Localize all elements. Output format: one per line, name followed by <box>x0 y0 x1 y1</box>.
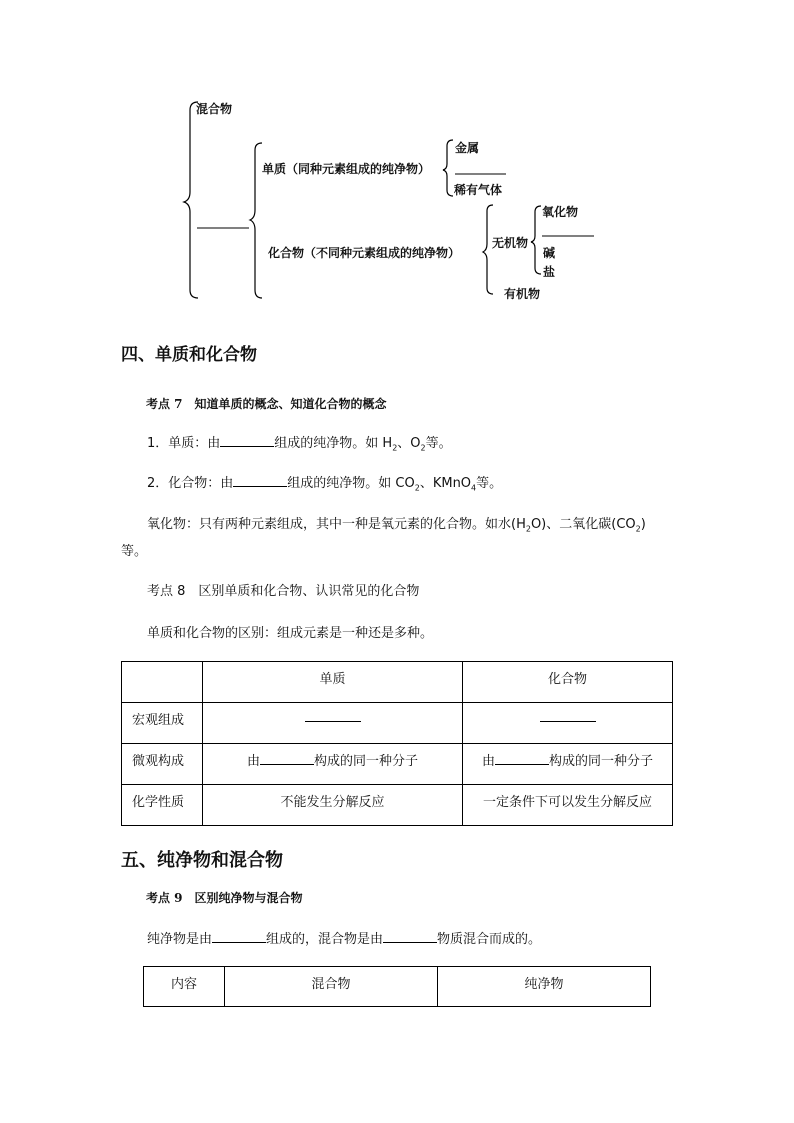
item2-tail1: 、KMnO <box>419 476 472 491</box>
tree-compound: 化合物（不同种元素组成的纯净物） <box>268 246 461 260</box>
table-row <box>122 703 673 744</box>
item2-prefix: 2．化合物：由 <box>147 476 234 491</box>
oxide-line1b: O)、二氧化碳(CO <box>530 517 636 532</box>
table-header-empty <box>122 662 203 703</box>
blank-item2[interactable] <box>233 474 287 487</box>
sub-2a: 2 <box>392 443 398 453</box>
item2-line <box>147 472 502 493</box>
item1-suffix: 组成的纯净物。如 H <box>274 436 393 451</box>
blank-mixture[interactable] <box>383 930 437 943</box>
blank-micro-element[interactable] <box>260 752 314 765</box>
tree-oxide: 氧化物 <box>542 205 579 219</box>
tree-organic: 有机物 <box>504 287 541 301</box>
micro-prefix: 由 <box>481 754 495 769</box>
kaodian8-heading: 考点 8 区别单质和化合物、认识常见的化合物 <box>147 584 420 599</box>
item2-tail2: 等。 <box>476 476 503 491</box>
row-label-chem: 化学性质 <box>122 785 203 826</box>
cell-macro-element <box>203 703 463 744</box>
sub-2c: 2 <box>414 483 420 493</box>
sub-2e: 2 <box>635 524 641 534</box>
blank-macro-compound[interactable] <box>540 709 596 722</box>
brace-main <box>184 102 198 298</box>
item2-suffix: 组成的纯净物。如 CO <box>287 476 415 491</box>
micro-prefix: 由 <box>246 754 260 769</box>
table-row <box>122 785 673 826</box>
pure-prefix: 纯净物是由 <box>147 932 213 947</box>
table-header-row <box>144 967 651 1007</box>
pure-mixture-line <box>147 928 541 947</box>
cell-chem-compound: 一定条件下可以发生分解反应 <box>463 785 673 826</box>
cell-chem-element: 不能发生分解反应 <box>203 785 463 826</box>
table2-header-content: 内容 <box>144 967 225 1007</box>
item1-line <box>147 432 452 453</box>
tree-salt: 盐 <box>543 265 556 279</box>
table2-header-mixture: 混合物 <box>225 967 438 1007</box>
oxide-definition <box>147 513 646 534</box>
pure-mixture-table <box>143 966 651 1007</box>
cell-macro-compound <box>463 703 673 744</box>
sub-4: 4 <box>471 483 477 493</box>
table-header-row <box>122 662 673 703</box>
blank-pure[interactable] <box>212 930 266 943</box>
sub-2b: 2 <box>420 443 426 453</box>
tree-metal: 金属 <box>455 141 480 155</box>
oxide-line1a: 氧化物：只有两种元素组成，其中一种是氧元素的化合物。如水(H <box>147 517 526 532</box>
brace-pure <box>250 143 262 298</box>
table-header-element: 单质 <box>203 662 463 703</box>
tree-noble-gas: 稀有气体 <box>454 183 503 197</box>
diff-text: 单质和化合物的区别：组成元素是一种还是多种。 <box>147 626 434 641</box>
micro-suffix: 构成的同一种分子 <box>549 754 654 769</box>
tree-mixture: 混合物 <box>196 102 233 116</box>
sub-2d: 2 <box>525 524 531 534</box>
oxide-line1c: ) <box>640 517 646 532</box>
item1-tail1: 、O <box>397 436 421 451</box>
tree-inorganic: 无机物 <box>492 236 529 250</box>
blank-item1[interactable] <box>220 434 274 447</box>
tree-element: 单质（同种元素组成的纯净物） <box>262 162 431 176</box>
kaodian7-heading: 考点 7 知道单质的概念、知道化合物的概念 <box>146 397 387 411</box>
blank-micro-compound[interactable] <box>495 752 549 765</box>
blank-macro-element[interactable] <box>305 709 361 722</box>
table2-header-pure: 纯净物 <box>438 967 651 1007</box>
section5-heading: 五、纯净物和混合物 <box>121 850 283 871</box>
table-header-compound: 化合物 <box>463 662 673 703</box>
row-label-macro: 宏观组成 <box>122 703 203 744</box>
table-row <box>122 744 673 785</box>
comparison-table <box>121 661 673 826</box>
cell-micro-compound <box>463 744 673 785</box>
row-label-micro: 微观构成 <box>122 744 203 785</box>
section4-heading: 四、单质和化合物 <box>121 345 257 365</box>
tree-base: 碱 <box>543 246 556 260</box>
pure-mid: 组成的，混合物是由 <box>266 932 384 947</box>
cell-micro-element <box>203 744 463 785</box>
oxide-line2: 等。 <box>121 544 148 559</box>
micro-suffix: 构成的同一种分子 <box>314 754 419 769</box>
kaodian9-heading: 考点 9 区别纯净物与混合物 <box>146 891 303 905</box>
brace-element <box>443 140 453 196</box>
pure-suffix: 物质混合而成的。 <box>437 932 542 947</box>
item1-prefix: 1．单质：由 <box>147 436 221 451</box>
brace-inorganic <box>531 206 541 274</box>
item1-tail2: 等。 <box>425 436 452 451</box>
